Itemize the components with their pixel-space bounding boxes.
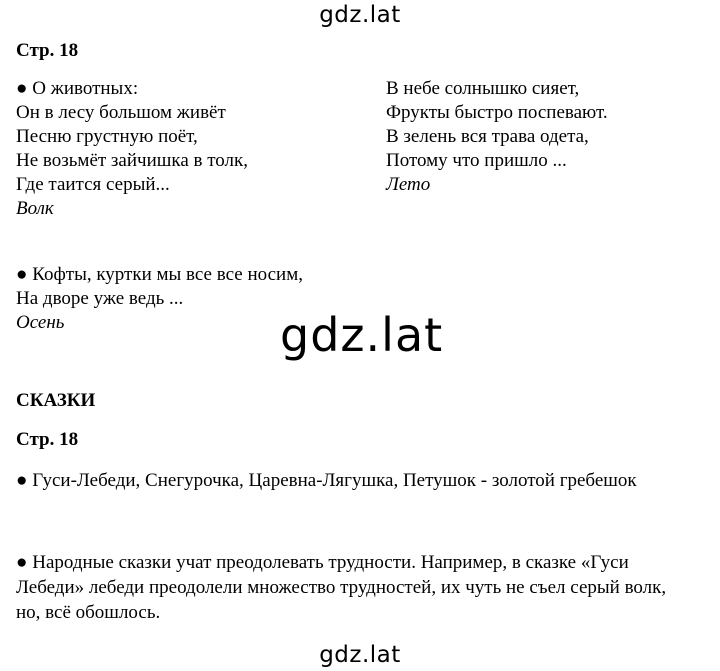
poem-animals — [16, 77, 248, 221]
page-label: Стр. 18 — [16, 429, 79, 450]
poem-line: Потому что пришло ... — [386, 150, 567, 171]
tales-list: ● Гуси-Лебеди, Снегурочка, Царевна-Лягушка, Петушок - золотой гребешок — [16, 470, 637, 491]
poem-line: Он в лесу большом живёт — [16, 102, 226, 123]
riddle-answer: Лето — [386, 174, 431, 195]
poem-line: Где таится серый... — [16, 174, 170, 195]
riddle-answer: Осень — [16, 312, 65, 333]
watermark-middle: gdz.lat — [280, 308, 444, 362]
section-title: СКАЗКИ — [16, 390, 96, 411]
poem-line: ● О животных: — [16, 78, 139, 99]
paragraph-line: Лебеди» лебеди преодолели множество трудностей, их чуть не съел серый волк, — [16, 577, 667, 598]
poem-line: В зелень вся трава одета, — [386, 126, 589, 147]
poem-autumn — [16, 263, 303, 335]
tales-paragraph — [16, 550, 666, 625]
watermark-bottom: gdz.lat — [319, 642, 401, 668]
riddle-answer: Волк — [16, 198, 54, 219]
poem-line: Песню грустную поёт, — [16, 126, 198, 147]
watermark-top: gdz.lat — [319, 2, 401, 28]
paragraph-line: ● Народные сказки учат преодолевать трудности. Например, в сказке «Гуси — [16, 552, 629, 573]
poem-line: На дворе уже ведь ... — [16, 288, 184, 309]
paragraph-line: но, всё обошлось. — [16, 602, 161, 623]
poem-summer — [386, 77, 608, 197]
poem-line: Фрукты быстро поспевают. — [386, 102, 608, 123]
poem-line: В небе солнышко сияет, — [386, 78, 580, 99]
poem-line: ● Кофты, куртки мы все все носим, — [16, 264, 303, 285]
poem-line: Не возьмёт зайчишка в толк, — [16, 150, 248, 171]
page-label: Стр. 18 — [16, 40, 79, 61]
